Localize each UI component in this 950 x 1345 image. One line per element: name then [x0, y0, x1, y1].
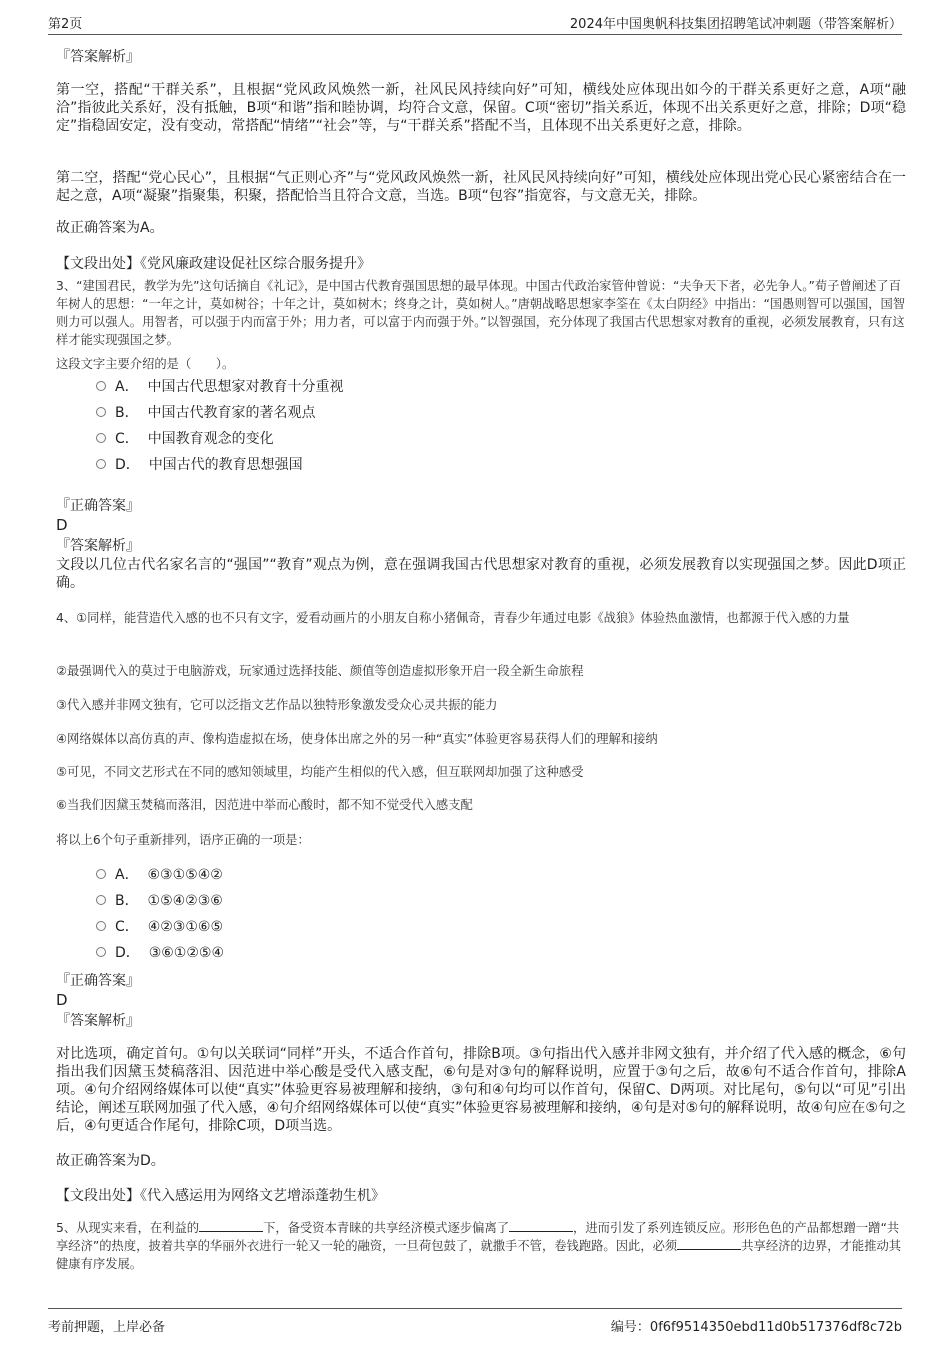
q4-option-b[interactable] [96, 891, 223, 911]
q3-analysis-label: 『答案解析』 [56, 538, 140, 554]
q2-analysis-para1: 第一空，搭配“干群关系”，且根据“党风政风焕然一新，社风民风持续向好”可知，横线处应体现出如今的干群关系更好之意，A项“融洽”指彼此关系好，没有抵触，B项“和谐”指和睦协调，均符合文意，保留。C项“密切”指关系近，体现不出关系更好之意，排除；D项“稳定”指稳固安定，没有变动，常搭配“情绪”“社会”等，与“干群关系”搭配不当，且体现不出关系更好之意，排除。 [56, 82, 906, 134]
document-code: 编号：0f6f9514350ebd11d0b517376df8c72b [610, 1320, 902, 1335]
option-letter: C． [115, 919, 139, 935]
q2-analysis-para2: 第二空，搭配“党心民心”，且根据“气正则心齐”与“党风政风焕然一新，社风民风持续向好”可知，横线处应体现出党心民心紧密结合在一起之意，A项“凝聚”指聚集，积聚，搭配恰当且符合文意，当选。B项“包容”指宽容，与文意无关，排除。 [56, 170, 906, 204]
q4-sentence-1: 4、①同样，能营造代入感的也不只有文字，爱看动画片的小朋友自称小猪佩奇，青春少年通过电影《战狼》体验热血激情，也都源于代入感的力量 [56, 611, 850, 625]
option-letter: D． [115, 457, 140, 473]
radio-icon[interactable] [96, 947, 106, 957]
q3-option-a[interactable] [96, 377, 343, 397]
fill-blank-2[interactable] [509, 1219, 573, 1232]
option-letter: A． [115, 867, 139, 883]
q2-source: 【文段出处】《党风廉政建设促社区综合服务提升》 [56, 256, 371, 272]
q4-question: 将以上6个句子重新排列，语序正确的一项是： [56, 833, 310, 847]
q5-stem: 5、从现实来看，在利益的 下，备受资本青睐的共享经济模式逐步偏离了 ，进而引发了系列连锁反应。形形色色的产品都想蹭一蹭“共享经济”的热度，披着共享的华丽外衣进行一轮又一轮的融资，一旦荷包鼓了，就撒手不管，卷钱跑路。因此，必须 共享经济的边界，才能推动其健康有序发展。 [56, 1221, 902, 1271]
q4-sentence-3: ③代入感并非网文独有，它可以泛指文艺作品以独特形象激发受众心灵共振的能力 [56, 698, 498, 712]
q4-sentence-2: ②最强调代入的莫过于电脑游戏，玩家通过选择技能、颜值等创造虚拟形象开启一段全新生命旅程 [56, 664, 584, 678]
q3-analysis: 文段以几位古代名家名言的“强国”“教育”观点为例，意在强调我国古代思想家对教育的重视，必须发展教育以实现强国之梦。因此D项正确。 [56, 557, 906, 591]
page-number: 第2页 [48, 17, 83, 32]
document-title: 2024年中国奥帆科技集团招聘笔试冲刺题（带答案解析） [569, 17, 902, 32]
fill-blank-1[interactable] [199, 1219, 263, 1232]
q4-analysis: 对比选项，确定首句。①句以关联词“同样”开头，不适合作首句，排除B项。③句指出代入感并非网文独有，并介绍了代入感的概念，⑥句指出我们因黛玉焚稿落泪、因范进中举心酸是受代入感支配，⑥句是对③句的解释说明，应置于③句之后，故⑥句不适合作首句，排除A项。④句介绍网络媒体可以使“真实”体验更容易被理解和接纳，③句和④句均可以作首句，保留C、D两项。对比尾句，⑤句以“可见”引出结论，阐述互联网加强了代入感，④句介绍网络媒体可以使“真实”体验更容易被理解和接纳，④句是对⑤句的解释说明，故④句应在⑤句之后，④句更适合作尾句，排除C项，D项当选。 [56, 1046, 906, 1134]
q4-option-d[interactable] [96, 943, 224, 963]
q4-conclusion: 故正确答案为D。 [56, 1153, 165, 1169]
fill-blank-3[interactable] [677, 1237, 741, 1250]
option-text: 中国古代思想家对教育十分重视 [147, 379, 344, 395]
radio-icon[interactable] [96, 921, 106, 931]
option-text: ⑥③①⑤④② [147, 867, 223, 883]
option-text: 中国古代的教育思想强国 [148, 457, 303, 473]
q4-correct-label: 『正确答案』 [56, 973, 140, 989]
option-letter: C． [115, 431, 139, 447]
q3-question: 这段文字主要介绍的是（ ）。 [56, 357, 235, 371]
option-letter: B． [115, 893, 139, 909]
q2-conclusion: 故正确答案为A。 [56, 220, 164, 236]
option-text: 中国教育观念的变化 [147, 431, 274, 447]
q2-analysis-label: 『答案解析』 [56, 49, 140, 65]
q3-option-c[interactable] [96, 429, 274, 449]
q4-option-a[interactable] [96, 865, 223, 885]
option-letter: D． [115, 945, 140, 961]
page-footer [48, 1308, 902, 1345]
radio-icon[interactable] [96, 869, 106, 879]
radio-icon[interactable] [96, 433, 106, 443]
q3-option-d[interactable] [96, 455, 303, 475]
option-text: ①⑤④②③⑥ [147, 893, 223, 909]
q4-sentence-6: ⑥当我们因黛玉焚稿而落泪，因范进中举而心酸时，都不知不觉受代入感支配 [56, 798, 473, 812]
radio-icon[interactable] [96, 459, 106, 469]
q4-sentence-4: ④网络媒体以高仿真的声、像构造虚拟在场，使身体出席之外的另一种“真实”体验更容易获得人们的理解和接纳 [56, 732, 658, 746]
option-text: ③⑥①②⑤④ [148, 945, 224, 961]
option-letter: B． [115, 405, 139, 421]
q4-analysis-label: 『答案解析』 [56, 1013, 140, 1029]
radio-icon[interactable] [96, 407, 106, 417]
q4-sentence-5: ⑤可见，不同文艺形式在不同的感知领域里，均能产生相似的代入感，但互联网却加强了这种感受 [56, 765, 584, 779]
radio-icon[interactable] [96, 895, 106, 905]
q3-option-b[interactable] [96, 403, 316, 423]
option-letter: A． [115, 379, 139, 395]
q4-option-c[interactable] [96, 917, 223, 937]
page-header [48, 0, 902, 35]
footer-slogan: 考前押题，上岸必备 [48, 1320, 166, 1335]
q3-correct-answer: D [56, 516, 68, 534]
q3-correct-label: 『正确答案』 [56, 498, 140, 514]
q4-source: 【文段出处】《代入感运用为网络文艺增添蓬勃生机》 [56, 1188, 385, 1204]
radio-icon[interactable] [96, 381, 106, 391]
option-text: ④②③①⑥⑤ [147, 919, 223, 935]
q3-stem: 3、“建国君民，教学为先”这句话摘自《礼记》，是中国古代教育强国思想的最早体现。中国古代政治家管仲曾说：“夫争天下者，必先争人。”荀子曾阐述了百年树人的思想：“一年之计，莫如树谷；十年之计，莫如树木；终身之计，莫如树人。”唐朝战略思想家李筌在《太白阴经》中指出：“国愚则智可以强国，国智则力可以强人。用智者，可以强于内而富于外；用力者，可以富于内而强于外。”以智强国，充分体现了我国古代思想家对教育的重视，必须发展教育，只有这样才能实现强国之梦。 [56, 279, 906, 347]
q4-correct-answer: D [56, 991, 68, 1009]
option-text: 中国古代教育家的著名观点 [147, 405, 316, 421]
